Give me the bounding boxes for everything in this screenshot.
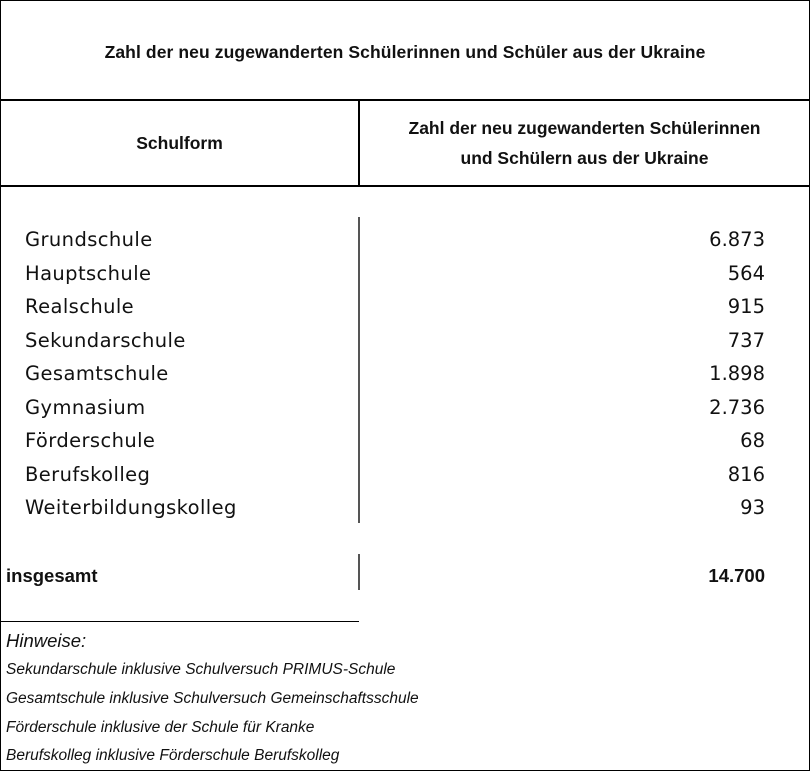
- row-value: 915: [727, 295, 765, 318]
- table-row: [1, 324, 809, 357]
- row-value: 564: [727, 261, 765, 285]
- row-label: Weiterbildungskolleg: [25, 496, 237, 519]
- row-label: Grundschule: [25, 228, 153, 251]
- table-header: [1, 101, 809, 187]
- note-item: Sekundarschule inklusive Schulversuch PRIMUS-Schule: [6, 661, 396, 678]
- title-band: [1, 1, 809, 101]
- column-header-count-line1: Zahl der neu zugewanderten Schülerinnen: [408, 118, 761, 138]
- row-value: 6.873: [709, 228, 765, 251]
- column-header-count-line2: und Schülern aus der Ukraine: [460, 148, 709, 168]
- total-column-divider: [358, 554, 360, 590]
- table-row: [1, 290, 809, 323]
- table-row: [1, 257, 809, 290]
- total-label: insgesamt: [6, 565, 98, 586]
- row-value: 816: [727, 462, 765, 486]
- row-label: Hauptschule: [25, 261, 152, 285]
- column-header-count: [360, 101, 809, 185]
- page-title: Zahl der neu zugewanderten Schülerinnen und Schüler aus der Ukraine: [104, 41, 706, 62]
- row-label: Sekundarschule: [25, 328, 186, 352]
- row-value: 1.898: [709, 362, 765, 385]
- table-row: [1, 223, 809, 256]
- row-value: 93: [740, 496, 765, 519]
- notes-heading: Hinweise:: [6, 630, 87, 651]
- note-item: Gesamtschule inklusive Schulversuch Gemeinschaftsschule: [6, 690, 419, 707]
- row-value: 2.736: [709, 395, 765, 419]
- notes-divider: [1, 621, 359, 622]
- row-label: Realschule: [25, 295, 135, 318]
- total-value: 14.700: [708, 565, 765, 586]
- row-label: Berufskolleg: [25, 462, 151, 486]
- table-row: [1, 491, 809, 524]
- table-row: [1, 391, 809, 424]
- table-row: [1, 458, 809, 491]
- row-label: Förderschule: [25, 429, 156, 452]
- note-item: Förderschule inklusive der Schule für Kranke: [6, 719, 315, 736]
- table-row: [1, 424, 809, 457]
- column-header-schulform: Schulform: [136, 132, 223, 153]
- row-label: Gesamtschule: [25, 362, 169, 385]
- row-value: 737: [727, 328, 765, 352]
- row-value: 68: [740, 429, 765, 452]
- note-item: Berufskolleg inklusive Förderschule Berufskolleg: [6, 747, 340, 764]
- row-label: Gymnasium: [25, 395, 146, 419]
- table-row: [1, 357, 809, 390]
